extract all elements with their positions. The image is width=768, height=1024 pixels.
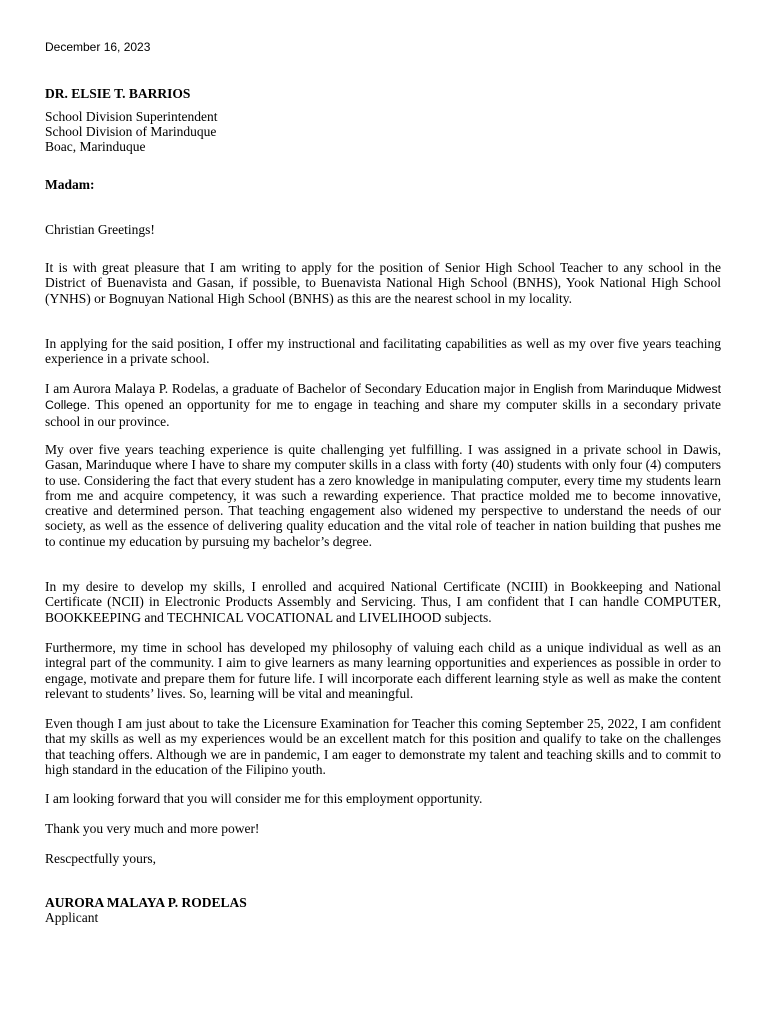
recipient-title: School Division Superintendent [45, 109, 218, 124]
paragraph-capabilities: In applying for the said position, I offer my instructional and facilitating capabilities as well as my over five years teaching experience in a private school. [45, 336, 721, 367]
paragraph-licensure: Even though I am just about to take the Licensure Examination for Teacher this coming September 25, 2022, I am confident that my skills as well as my experiences would be an excellent match for this position and qualify to take on the challenges that teaching offers. Although we are in pandemic, I am eager to demonstrate my talent and teaching skills and to commit to high standard in the education of the Filipino youth. [45, 716, 721, 777]
paragraph-philosophy: Furthermore, my time in school has developed my philosophy of valuing each child as a unique individual as well as an integral part of the community. I aim to give learners as many learning opportunities and experiences as possible in order to engage, motivate and prepare them for future life. I will incorporate each different learning style as well as make the content relevant to students’ lives. So, learning will be vital and meaningful. [45, 640, 721, 701]
salutation: Madam: [45, 177, 95, 192]
college-name: Marinduque Midwest College. [45, 382, 722, 413]
paragraph-thanks: Thank you very much and more power! [45, 821, 260, 836]
greeting: Christian Greetings! [45, 222, 155, 237]
recipient-location: Boac, Marinduque [45, 139, 146, 155]
paragraph-background [45, 381, 721, 429]
major-field: English [533, 382, 574, 396]
paragraph-intro: It is with great pleasure that I am writing to apply for the position of Senior High School Teacher to any school in the District of Buenavista and Gasan, if possible, to Buenavista National High School (BNHS), Yook National High School (YNHS) or Bognuyan National High School (BNHS) as this are the nearest school in my locality. [45, 260, 721, 306]
letter-date: December 16, 2023 [45, 40, 151, 54]
paragraph-experience: My over five years teaching experience is quite challenging yet fulfilling. I was assigned in a private school in Dawis, Gasan, Marinduque where I have to share my computer skills in a class with forty (40) students with only four (4) computers to use. Considering the fact that every student has a zero knowledge in manipulating computer, every time my students learn from me and acquire competency, it was such a rewarding experience. That practice molded me to become innovative, creative and determined person. That teaching engagement also widened my perspective to understand the needs of our society, as well as the essence of delivering quality education and the vital role of teacher in nation building that pushes me to continue my education by pursuing my bachelor’s degree. [45, 442, 721, 549]
paragraph-certifications: In my desire to develop my skills, I enrolled and acquired National Certificate (NCIII) in Bookkeeping and National Certificate (NCII) in Electronic Products Assembly and Servicing. Thus, I am confident that I can handle COMPUTER, BOOKKEEPING and TECHNICAL VOCATIONAL and LIVELIHOOD subjects. [45, 579, 721, 625]
recipient-office: School Division of Marinduque [45, 124, 217, 140]
background-text-c: This opened an opportunity for me to engage in teaching and share my computer skills in a secondary private school in our province. [45, 397, 722, 429]
background-text-a: I am Aurora Malaya P. Rodelas, a graduate of Bachelor of Secondary Education major in [45, 381, 530, 396]
recipient-name: DR. ELSIE T. BARRIOS [45, 86, 191, 101]
closing: Rescpectfully yours, [45, 851, 156, 866]
signer-name: AURORA MALAYA P. RODELAS [45, 895, 247, 910]
paragraph-consideration: I am looking forward that you will consider me for this employment opportunity. [45, 791, 483, 806]
signer-title: Applicant [45, 910, 99, 925]
background-text-b: from [577, 381, 604, 396]
recipient-address [45, 109, 218, 155]
